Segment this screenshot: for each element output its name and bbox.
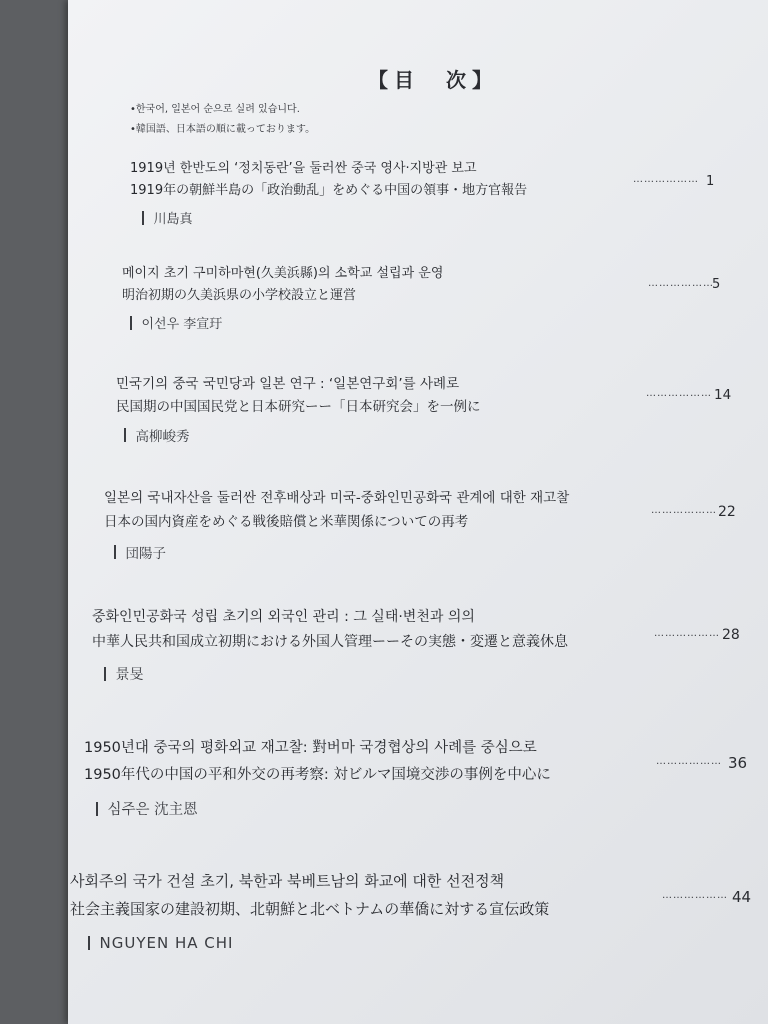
entry-title-japanese: 中華人民共和国成立初期における外国人管理ーーその実態・変遷と意義休息 — [92, 634, 568, 650]
entry-title-korean: 메이지 초기 구미하마현(久美浜縣)의 소학교 설립과 운영 — [122, 266, 444, 281]
page-number: 5 — [712, 277, 721, 292]
entry-title-japanese: 民国期の中国国民党と日本研究ーー「日本研究会」を一例に — [116, 399, 481, 415]
toc-entry — [116, 372, 481, 445]
entry-author-name: 景旻 — [115, 667, 144, 683]
entry-author — [96, 798, 551, 819]
toc-entry — [70, 870, 549, 952]
entry-title-japanese: 1950年代の中国の平和外交の再考察: 対ビルマ国境交渉の事例を中心に — [84, 767, 551, 783]
entry-title-japanese: 明治初期の久美浜県の小学校設立と運営 — [122, 288, 357, 303]
entry-author-name: 団陽子 — [125, 546, 166, 562]
entry-author-name: NGUYEN HA CHI — [99, 934, 234, 952]
page-leader: ……………… — [633, 174, 699, 185]
page-leader: ……………… — [662, 890, 728, 901]
entry-author-name: 이선우 李宣玗 — [141, 317, 223, 332]
entry-author — [114, 542, 569, 562]
author-marker — [124, 428, 126, 442]
entry-author-name: 川島真 — [153, 212, 193, 227]
toc-entry — [122, 262, 443, 332]
language-note-korean: •한국어, 일본어 순으로 실려 있습니다. — [130, 104, 300, 115]
entry-title-korean: 일본의 국내자산을 둘러싼 전후배상과 미국-중화인민공화국 관계에 대한 재고찰 — [104, 490, 570, 506]
page-number: 36 — [728, 754, 748, 772]
entry-author-name: 심주은 沈主恩 — [107, 802, 198, 818]
author-marker — [114, 545, 116, 559]
page-leader: ……………… — [651, 505, 717, 516]
toc-entry — [84, 736, 551, 819]
entry-title-japanese: 日本の国内資産をめぐる戦後賠償と米華関係についての再考 — [104, 514, 469, 530]
page-leader: ……………… — [646, 388, 712, 399]
entry-author — [104, 664, 568, 684]
entry-title-korean: 사회주의 국가 건설 초기, 북한과 북베트남의 화교에 대한 선전정책 — [70, 872, 505, 890]
entry-title-japanese: 社会主義国家の建設初期、北朝鮮と北ベトナムの華僑に対する宣伝政策 — [70, 900, 550, 918]
author-marker — [104, 667, 106, 681]
language-note-japanese: •韓国語、日本語の順に載っております。 — [130, 124, 316, 135]
toc-entry — [92, 606, 568, 684]
toc-entry — [104, 486, 569, 562]
page-leader: ……………… — [654, 628, 720, 639]
page-number: 22 — [718, 504, 736, 520]
page-number: 28 — [722, 627, 740, 643]
entry-title-korean: 1919년 한반도의 ‘정치동란’을 둘러싼 중국 영사·지방관 보고 — [130, 161, 477, 176]
page-title: 【目 次】 — [368, 68, 498, 92]
entry-author — [88, 934, 549, 952]
entry-author — [142, 208, 527, 227]
entry-title-korean: 중화인민공화국 성립 초기의 외국인 관리 : 그 실태·변천과 의의 — [92, 609, 475, 625]
page-leader: ……………… — [648, 278, 714, 289]
entry-author — [124, 425, 481, 445]
entry-title-japanese: 1919年の朝鮮半島の「政治動乱」をめぐる中国の領事・地方官報告 — [130, 183, 528, 198]
page-number: 1 — [706, 174, 715, 189]
toc-entry — [130, 157, 527, 227]
author-marker — [88, 936, 90, 950]
entry-title-korean: 민국기의 중국 국민당과 일본 연구 : ‘일본연구회’를 사례로 — [116, 376, 460, 392]
author-marker — [96, 802, 98, 816]
page-number: 14 — [714, 387, 732, 403]
book-page — [68, 0, 768, 1024]
entry-author — [130, 313, 443, 332]
author-marker — [142, 211, 144, 225]
page-leader: ……………… — [656, 756, 722, 767]
entry-author-name: 高柳峻秀 — [135, 429, 190, 445]
page-number: 44 — [732, 888, 752, 906]
author-marker — [130, 316, 132, 330]
entry-title-korean: 1950년대 중국의 평화외교 재고찰: 對버마 국경협상의 사례를 중심으로 — [84, 740, 537, 756]
